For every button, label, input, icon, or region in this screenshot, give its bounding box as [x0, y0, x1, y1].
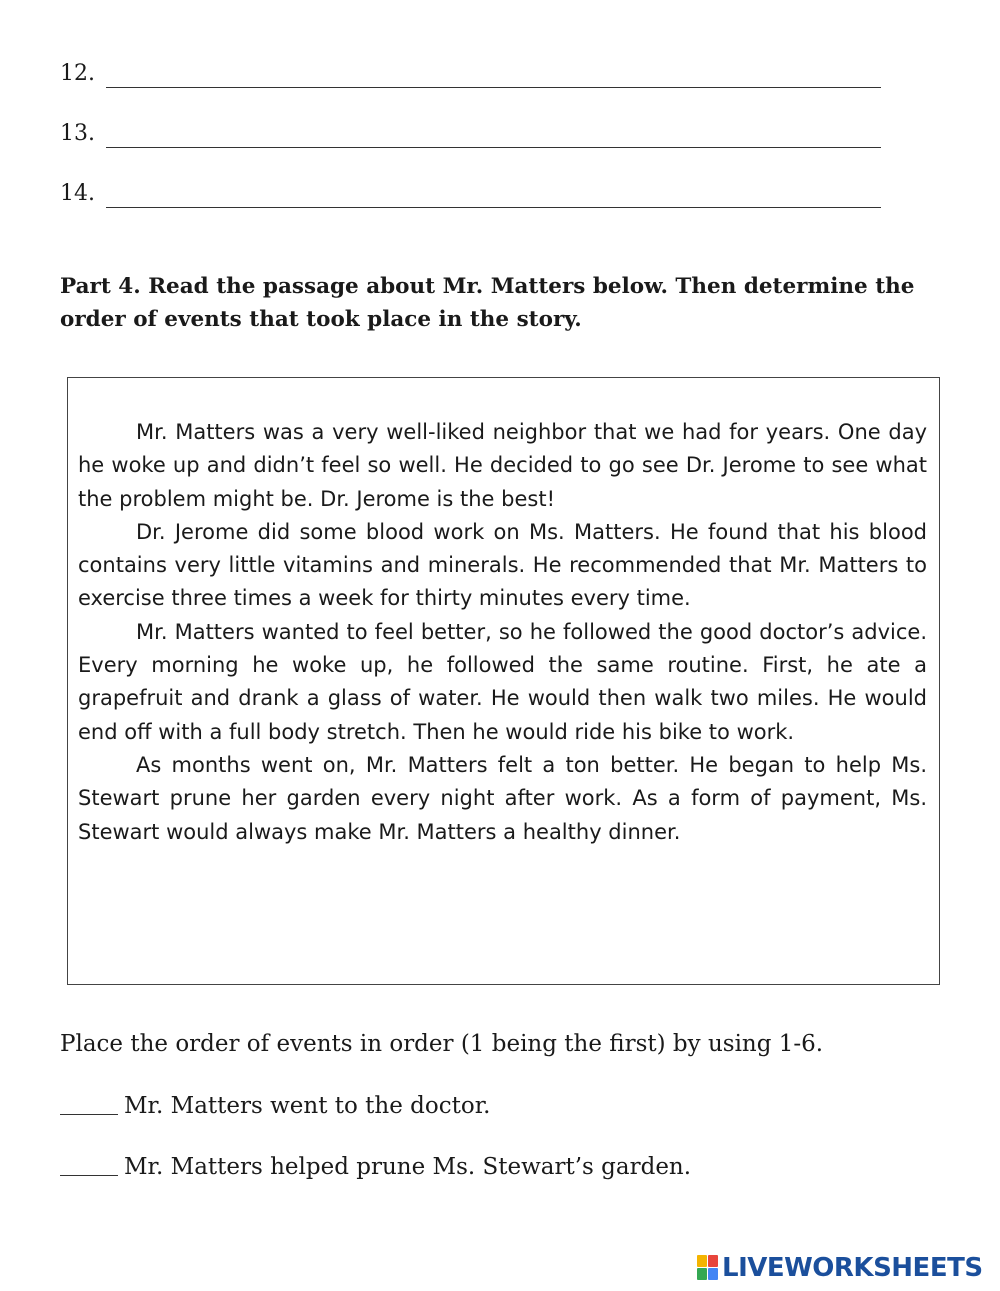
passage-text — [78, 416, 927, 849]
passage-paragraph: Mr. Matters was a very well-liked neighbor that we had for years. One day he woke up and didn’t feel so well. He decided to go see Dr. Jerome to see what the problem might be. Dr. Jerome is the best! — [78, 420, 927, 511]
answer-number: 13. — [60, 121, 95, 146]
ordering-instructions: Place the order of events in order (1 being the first) by using 1-6. — [60, 1031, 824, 1057]
logo-mark-icon — [697, 1255, 719, 1281]
event-text: Mr. Matters went to the doctor. — [124, 1093, 491, 1119]
answer-input-12[interactable] — [106, 87, 881, 88]
passage-box — [67, 377, 940, 985]
passage-paragraph: Dr. Jerome did some blood work on Ms. Matters. He found that his blood contains very little vitamins and minerals. He recommended that Mr. Matters to exercise three times a week for thirty minutes every time. — [78, 519, 927, 611]
liveworksheets-logo — [697, 1253, 983, 1283]
order-input-2[interactable] — [60, 1175, 118, 1176]
logo-wordmark: LIVEWORKSHEETS — [722, 1253, 983, 1283]
answer-number: 12. — [60, 61, 95, 86]
event-text: Mr. Matters helped prune Ms. Stewart’s garden. — [124, 1154, 692, 1180]
part-4-heading: Part 4. Read the passage about Mr. Matters below. Then determine the order of events that took place in the story. — [60, 274, 915, 332]
answer-number: 14. — [60, 181, 95, 206]
passage-paragraph: Mr. Matters wanted to feel better, so he followed the good doctor’s advice. Every morning he woke up, he followed the same routine. First, he ate a grapefruit and drank a glass of water. He would then walk two miles. He would end off with a full body stretch. Then he would ride his bike to work. — [78, 619, 927, 744]
passage-paragraph: As months went on, Mr. Matters felt a ton better. He began to help Ms. Stewart prune her garden every night after work. As a form of payment, Ms. Stewart would always make Mr. Matters a healthy dinner. — [78, 752, 927, 844]
answer-input-14[interactable] — [106, 207, 881, 208]
order-input-1[interactable] — [60, 1114, 118, 1115]
answer-input-13[interactable] — [106, 147, 881, 148]
